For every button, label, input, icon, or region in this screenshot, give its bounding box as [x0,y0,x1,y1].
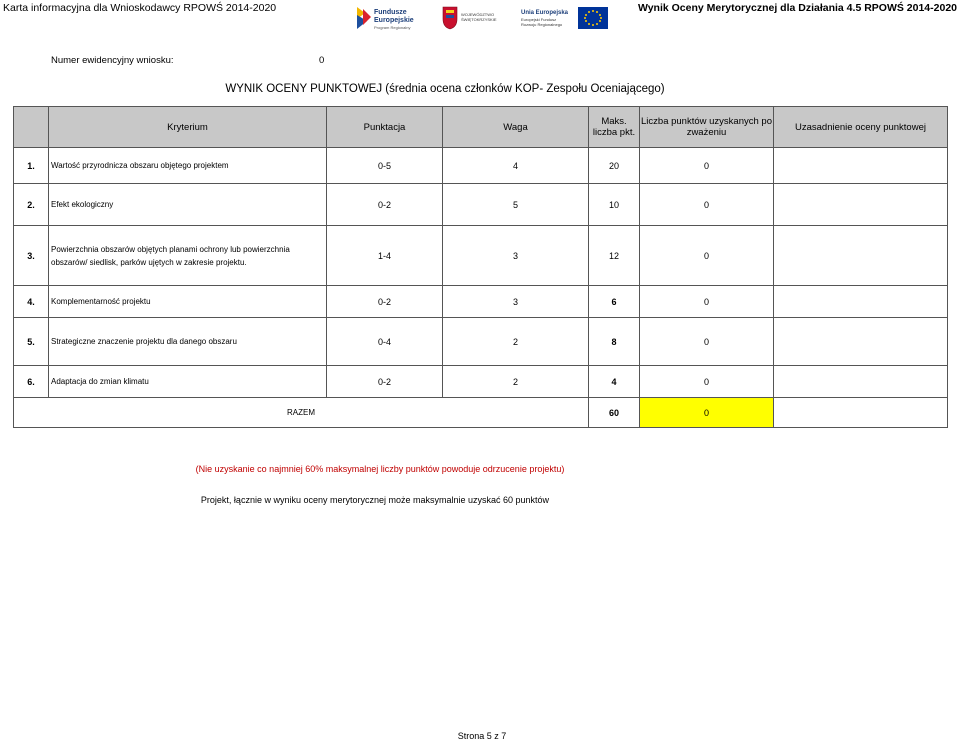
header-num [14,107,49,148]
ue-line2: Europejski Fundusz [521,17,557,22]
row-number: 5. [14,318,49,366]
table-row [14,148,948,184]
row-criterion: Powierzchnia obszarów objętych planami ochrony lub powierzchnia obszarów/ siedlisk, parków ujętych w zakresie projektu. [49,226,327,286]
total-max: 60 [589,398,640,428]
woj-line2: ŚWIĘTOKRZYSKIE [461,17,497,22]
row-criterion: Efekt ekologiczny [49,184,327,226]
row-criterion: Strategiczne znaczenie projektu dla danego obszaru [49,318,327,366]
header-maks: Maks. liczba pkt. [589,107,640,148]
fe-line1: Fundusze [374,9,407,16]
max-points-note: Projekt, łącznie w wyniku oceny merytorycznej może maksymalnie uzyskać 60 punktów [200,495,550,505]
header-left-text: Karta informacyjna dla Wnioskodawcy RPOWŚ 2014-2020 [3,2,277,14]
row-number: 1. [14,148,49,184]
row-justification[interactable] [774,184,948,226]
ue-line1: Unia Europejska [521,10,569,16]
total-justification[interactable] [774,398,948,428]
row-score: 0 [640,286,774,318]
row-weight: 4 [443,148,589,184]
row-max: 10 [589,184,640,226]
row-max: 4 [589,366,640,398]
header-right-text: Wynik Oceny Merytorycznej dla Działania 4.5 RPOWŚ 2014-2020 [637,2,957,14]
row-justification[interactable] [774,226,948,286]
row-score: 0 [640,366,774,398]
row-score: 0 [640,148,774,184]
page-title: WYNIK OCENY PUNKTOWEJ (średnia ocena członków KOP- Zespołu Oceniającego) [225,83,665,95]
unia-europejska-logo [520,5,610,31]
row-number: 4. [14,286,49,318]
row-justification[interactable] [774,366,948,398]
row-number: 6. [14,366,49,398]
woj-line1: WOJEWÓDZTWO [461,12,495,17]
row-justification[interactable] [774,148,948,184]
table-header-row [14,107,948,148]
table-row [14,286,948,318]
header-liczba: Liczba punktów uzyskanych po zważeniu [640,107,774,148]
row-range: 0-4 [327,318,443,366]
rejection-warning: (Nie uzyskanie co najmniej 60% maksymalnej liczby punktów powoduje odrzucenie projektu) [195,464,565,474]
total-score: 0 [640,398,774,428]
fe-line3: Program Regionalny [374,25,411,30]
row-range: 0-5 [327,148,443,184]
row-criterion: Komplementarność projektu [49,286,327,318]
page-number: Strona 5 z 7 [457,731,507,741]
row-range: 0-2 [327,286,443,318]
row-justification[interactable] [774,286,948,318]
scoring-table [13,106,948,428]
row-max: 8 [589,318,640,366]
row-number: 2. [14,184,49,226]
row-range: 0-2 [327,184,443,226]
ue-line3: Rozwoju Regionalnego [521,22,563,27]
header-waga: Waga [443,107,589,148]
total-label: RAZEM [14,398,589,428]
row-justification[interactable] [774,318,948,366]
row-max: 12 [589,226,640,286]
row-weight: 3 [443,286,589,318]
evidence-label: Numer ewidencyjny wniosku: [51,55,174,66]
row-criterion: Adaptacja do zmian klimatu [49,366,327,398]
row-max: 6 [589,286,640,318]
row-max: 20 [589,148,640,184]
evidence-number [51,55,325,66]
row-number: 3. [14,226,49,286]
row-score: 0 [640,184,774,226]
header-uzasadnienie: Uzasadnienie oceny punktowej [774,107,948,148]
row-score: 0 [640,318,774,366]
row-weight: 2 [443,366,589,398]
total-row [14,398,948,428]
row-weight: 5 [443,184,589,226]
row-criterion: Wartość przyrodnicza obszaru objętego projektem [49,148,327,184]
table-row [14,226,948,286]
fe-line2: Europejskie [374,17,414,24]
evidence-value: 0 [319,55,325,66]
row-range: 1-4 [327,226,443,286]
row-range: 0-2 [327,366,443,398]
wojewodztwo-logo [441,5,503,31]
row-score: 0 [640,226,774,286]
table-row [14,366,948,398]
fundusze-europejskie-logo [355,5,427,31]
row-weight: 2 [443,318,589,366]
table-row [14,184,948,226]
table-row [14,318,948,366]
row-weight: 3 [443,226,589,286]
header-punktacja: Punktacja [327,107,443,148]
header-kryterium: Kryterium [49,107,327,148]
